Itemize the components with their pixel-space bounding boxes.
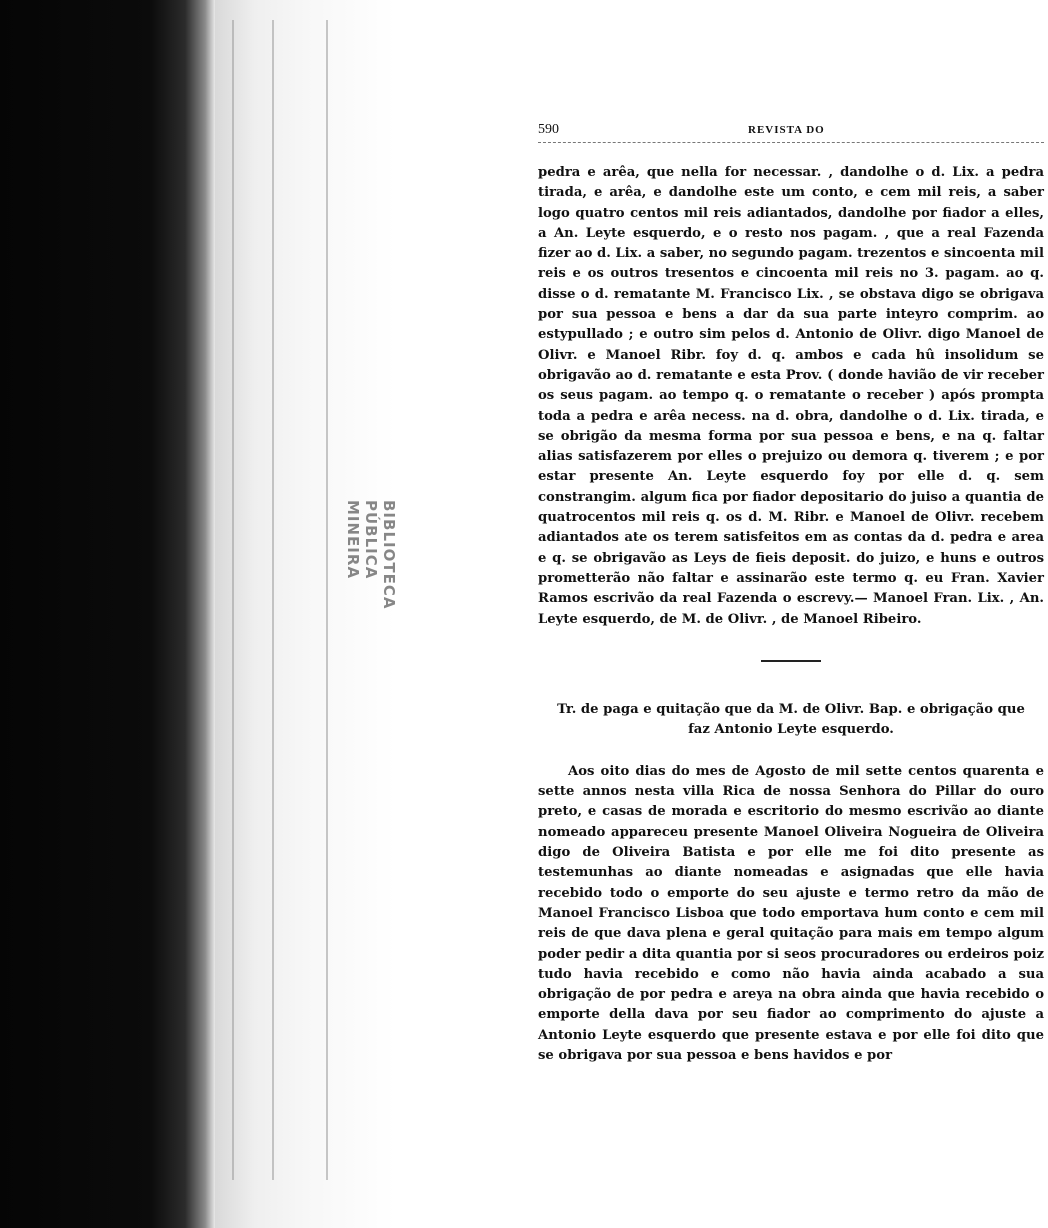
section-divider	[761, 660, 821, 662]
stamp-line: BIBLIOTECA	[380, 500, 398, 610]
page-edge-line	[232, 20, 234, 1180]
stamp-line: MINEIRA	[344, 500, 362, 580]
page-number: 590	[538, 122, 559, 137]
library-stamp	[344, 500, 398, 710]
body-paragraph: pedra e arêa, que nella for necessar. , dandolhe o d. Lix. a pedra tirada, e arêa, e dandolhe este um conto, e cem mil reis, a saber logo quatro centos mil reis adiantados, dandolhe por fiador a elles, a An. Leyte esquerdo, e o resto nos pagam. , que a real Fazenda fizer ao d. Lix. a saber, no segundo pagam. trezentos e sincoenta mil reis e os outros tresentos e cincoenta mil reis no 3. pagam. ao q. disse o d. rematante M. Francisco Lix. , se obstava digo se obrigava por sua pessoa e bens a dar da sua parte inteyro comprim. ao estypullado ; e outro sim pelos d. Antonio de Olivr. digo Manoel de Olivr. e Manoel Ribr. foy d. q. ambos e cada hû insolidum se obrigavão ao d. rematante e esta Prov. ( donde havião de vir receber os seus pagam. ao tempo q. o rematante o receber ) após prompta toda a pedra e arêa necess. na d. obra, dandolhe o d. Lix. tirada, e se obrigão da mesma forma por sua pessoa e bens, e na q. faltar alias satisfazerem por elles o prejuizo ou demora q. tiverem ; e por estar presente An. Leyte esquerdo foy por elle d. q. sem constrangim. algum fica por fiador depositario do juiso a quantia de quatrocentos mil reis q. os d. M. Ribr. e Manoel de Olivr. recebem adiantados ate os terem satisfeitos em as contas da d. pedra e area e q. se obrigavão as Leys de fieis deposit. do juizo, e huns e outros prometterão não faltar e assinarão este termo q. eu Fran. Xavier Ramos escrivão da real Fazenda o escrevy.— Manoel Fran. Lix. , An. Leyte esquerdo, de M. de Olivr. , de Manoel Ribeiro.	[538, 165, 1044, 627]
book-binding-shadow	[0, 0, 215, 1228]
page-edge-line	[326, 20, 328, 1180]
running-header	[538, 120, 1044, 143]
page-edge-line	[272, 20, 274, 1180]
section-heading: Tr. de paga e quitação que da M. de Olivr. Bap. e obrigação que faz Antonio Leyte esquerdo.	[557, 701, 1025, 737]
body-paragraph: Aos oito dias do mes de Agosto de mil sette centos quarenta e sette annos nesta villa Rica de nossa Senhora do Pillar do ouro preto, e casas de morada e escritorio do mesmo escrivão ao diante nomeado appareceu presente Manoel Oliveira Nogueira de Oliveira digo de Oliveira Batista e por elle me foi dito presente as testemunhas ao diante nomeadas e asignadas que elle havia recebido todo o emporte do seu ajuste e termo retro da mão de Manoel Francisco Lisboa que todo emportava hum conto e cem mil reis de que dava plena e geral quitação para mais em tempo algum poder pedir a dita quantia por si seos procuradores ou erdeiros poiz tudo havia recebido e como não havia ainda acabado a sua obrigação de por pedra e areya na obra ainda que havia recebido o emporte della dava por seu fiador ao comprimento do ajuste a Antonio Leyte esquerdo que presente estava e por elle foi dito que se obrigava por sua pessoa e bens havidos e por	[538, 763, 1044, 1063]
stamp-line: PÚBLICA	[362, 500, 380, 580]
journal-title: REVISTA DO	[748, 124, 825, 136]
printed-page	[538, 120, 1044, 1066]
